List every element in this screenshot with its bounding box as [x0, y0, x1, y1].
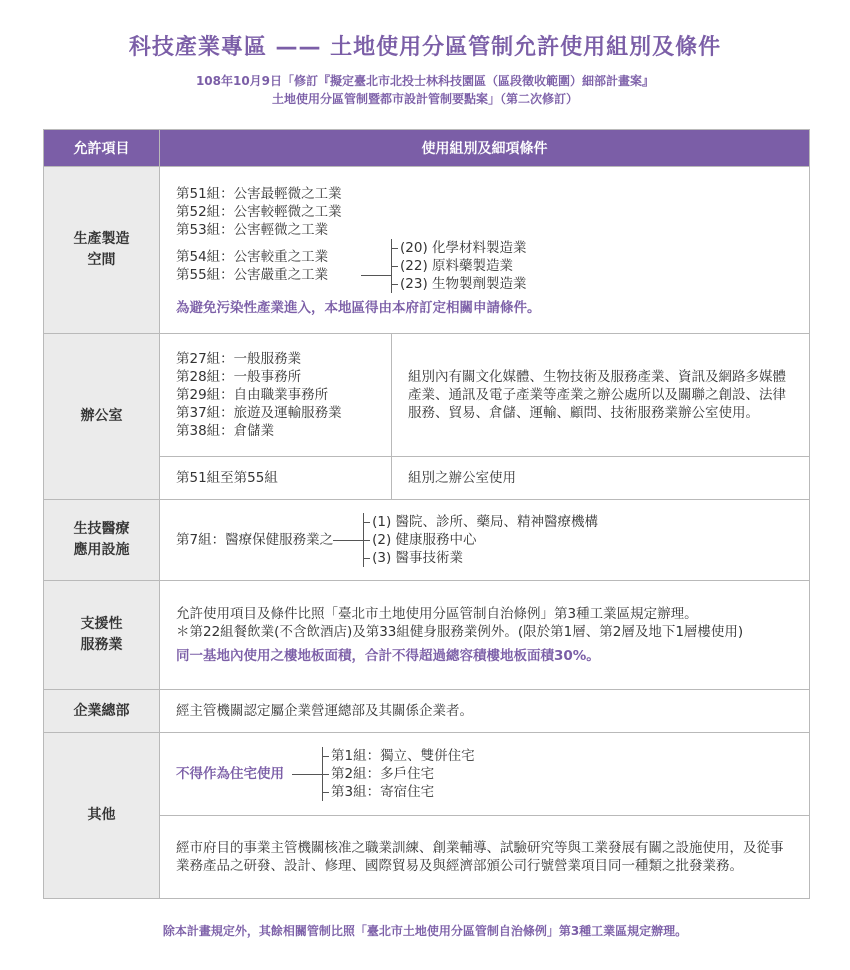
office-groups — [160, 334, 392, 457]
biotech-content — [160, 500, 810, 581]
production-content — [160, 167, 810, 334]
label-office-text: 辦公室 — [80, 408, 123, 424]
production-group-54: 第54組：公害較重之工業 — [176, 249, 329, 265]
col-header-allowed-items: 允許項目 — [44, 130, 160, 167]
office-range-cell — [160, 457, 392, 500]
production-sub-20: (20) 化學材料製造業 — [400, 240, 527, 256]
bracket-connector — [361, 275, 391, 276]
office-range-desc-cell — [392, 457, 810, 500]
support-text: 允許使用項目及條件比照「臺北市土地使用分區管制自治條例」第3種工業區規定辦理。 ＊第22組餐飲業(不含飲酒店)及第33組健身服務業例外。(限於第1層、第2層及地下1層樓使用) — [176, 606, 744, 640]
page-title: 科技產業專區 —— 土地使用分區管制允許使用組別及條件 — [128, 35, 722, 60]
label-production-text: 生產製造 空間 — [73, 231, 130, 268]
production-group-51: 第51組：公害最輕微之工業 — [176, 186, 342, 202]
production-group-55: 第55組：公害嚴重之工業 — [176, 267, 329, 283]
production-note: 為避免污染性產業進入，本地區得由本府訂定相關申請條件。 — [176, 300, 541, 316]
office-group-28: 第28組：一般事務所 — [176, 369, 302, 385]
office-groups-desc-cell — [392, 334, 810, 457]
office-range: 第51組至第55組 — [176, 470, 278, 486]
row-biotech — [44, 500, 810, 581]
label-hq-text: 企業總部 — [73, 702, 130, 719]
label-hq — [44, 690, 160, 733]
label-other — [44, 733, 160, 899]
label-office — [44, 334, 160, 500]
biotech-group-7: 第7組：醫療保健服務業之 — [176, 532, 334, 548]
biotech-sub-2: (2) 健康服務中心 — [372, 531, 598, 549]
label-support — [44, 581, 160, 690]
other-sub-1: 第1組：獨立、雙併住宅 — [331, 748, 475, 764]
row-production — [44, 167, 810, 334]
other-connector — [292, 774, 322, 775]
other-sub-3: 第3組：寄宿住宅 — [331, 783, 475, 801]
row-other-1 — [44, 733, 810, 816]
production-group-53: 第53組：公害輕微之工業 — [176, 222, 329, 238]
label-support-text: 支援性 服務業 — [80, 616, 123, 653]
office-group-29: 第29組：自由職業事務所 — [176, 387, 329, 403]
other-prohibit-content — [160, 733, 810, 816]
biotech-brace — [363, 513, 598, 567]
table-header-row — [44, 130, 810, 167]
other-text: 經市府目的事業主管機關核准之職業訓練、創業輔導、試驗研究等與工業發展有關之設施使用，及從事業務產品之研發、設計、修理、國際貿易及與經濟部頒公司行號營業項目同一種類之批發業務。 — [176, 840, 784, 874]
row-office-1 — [44, 334, 810, 457]
office-range-desc: 組別之辦公室使用 — [408, 470, 516, 486]
production-sub-23: (23) 生物製劑製造業 — [400, 276, 527, 292]
label-production — [44, 167, 160, 334]
support-content — [160, 581, 810, 690]
bracket-brace — [391, 239, 527, 293]
row-hq — [44, 690, 810, 733]
biotech-sub-3: (3) 醫事技術業 — [372, 549, 598, 567]
other-prohibit: 不得作為住宅使用 — [176, 766, 284, 782]
other-brace — [322, 747, 475, 801]
col-header-usage-groups: 使用組別及細項條件 — [160, 130, 810, 167]
biotech-sub-1: (1) 醫院、診所、藥局、精神醫療機構 — [372, 514, 599, 530]
office-group-27: 第27組：一般服務業 — [176, 351, 302, 367]
other-bracket — [160, 747, 809, 801]
label-other-text: 其他 — [87, 807, 116, 823]
production-bracket — [176, 239, 793, 293]
page-subtitle-line2: 土地使用分區管制暨都市設計管制要點案」（第二次修訂） — [271, 92, 578, 106]
biotech-bracket — [160, 513, 809, 567]
page-subtitle-line1: 108年10月9日「修訂『擬定臺北市北投士林科技園區（區段徵收範圍）細部計畫案』 — [195, 74, 655, 88]
other-sub-2: 第2組：多戶住宅 — [331, 765, 475, 783]
hq-content — [160, 690, 810, 733]
support-note: 同一基地內使用之樓地板面積，合計不得超過總容積樓地板面積30%。 — [176, 648, 600, 664]
production-group-52: 第52組：公害較輕微之工業 — [176, 204, 342, 220]
label-biotech — [44, 500, 160, 581]
other-text-cell — [160, 816, 810, 899]
label-biotech-text: 生技醫療 應用設施 — [73, 521, 130, 558]
office-group-38: 第38組：倉儲業 — [176, 423, 275, 439]
row-support — [44, 581, 810, 690]
biotech-connector — [333, 540, 363, 541]
footer-note: 除本計畫規定外，其餘相關管制比照「臺北市土地使用分區管制自治條例」第3種工業區規定辦理。 — [162, 924, 688, 938]
production-sub-22: (22) 原料藥製造業 — [400, 257, 527, 275]
office-groups-desc: 組別內有關文化媒體、生物技術及服務產業、資訊及網路多媒體產業、通訊及電子產業等產業之辦公處所以及關聯之創設、法律服務、貿易、倉儲、運輸、顧問、技術服務業辦公室使用。 — [408, 369, 786, 421]
zoning-table — [43, 129, 810, 899]
hq-text: 經主管機關認定屬企業營運總部及其關係企業者。 — [176, 703, 473, 719]
office-group-37: 第37組：旅遊及運輸服務業 — [176, 405, 342, 421]
